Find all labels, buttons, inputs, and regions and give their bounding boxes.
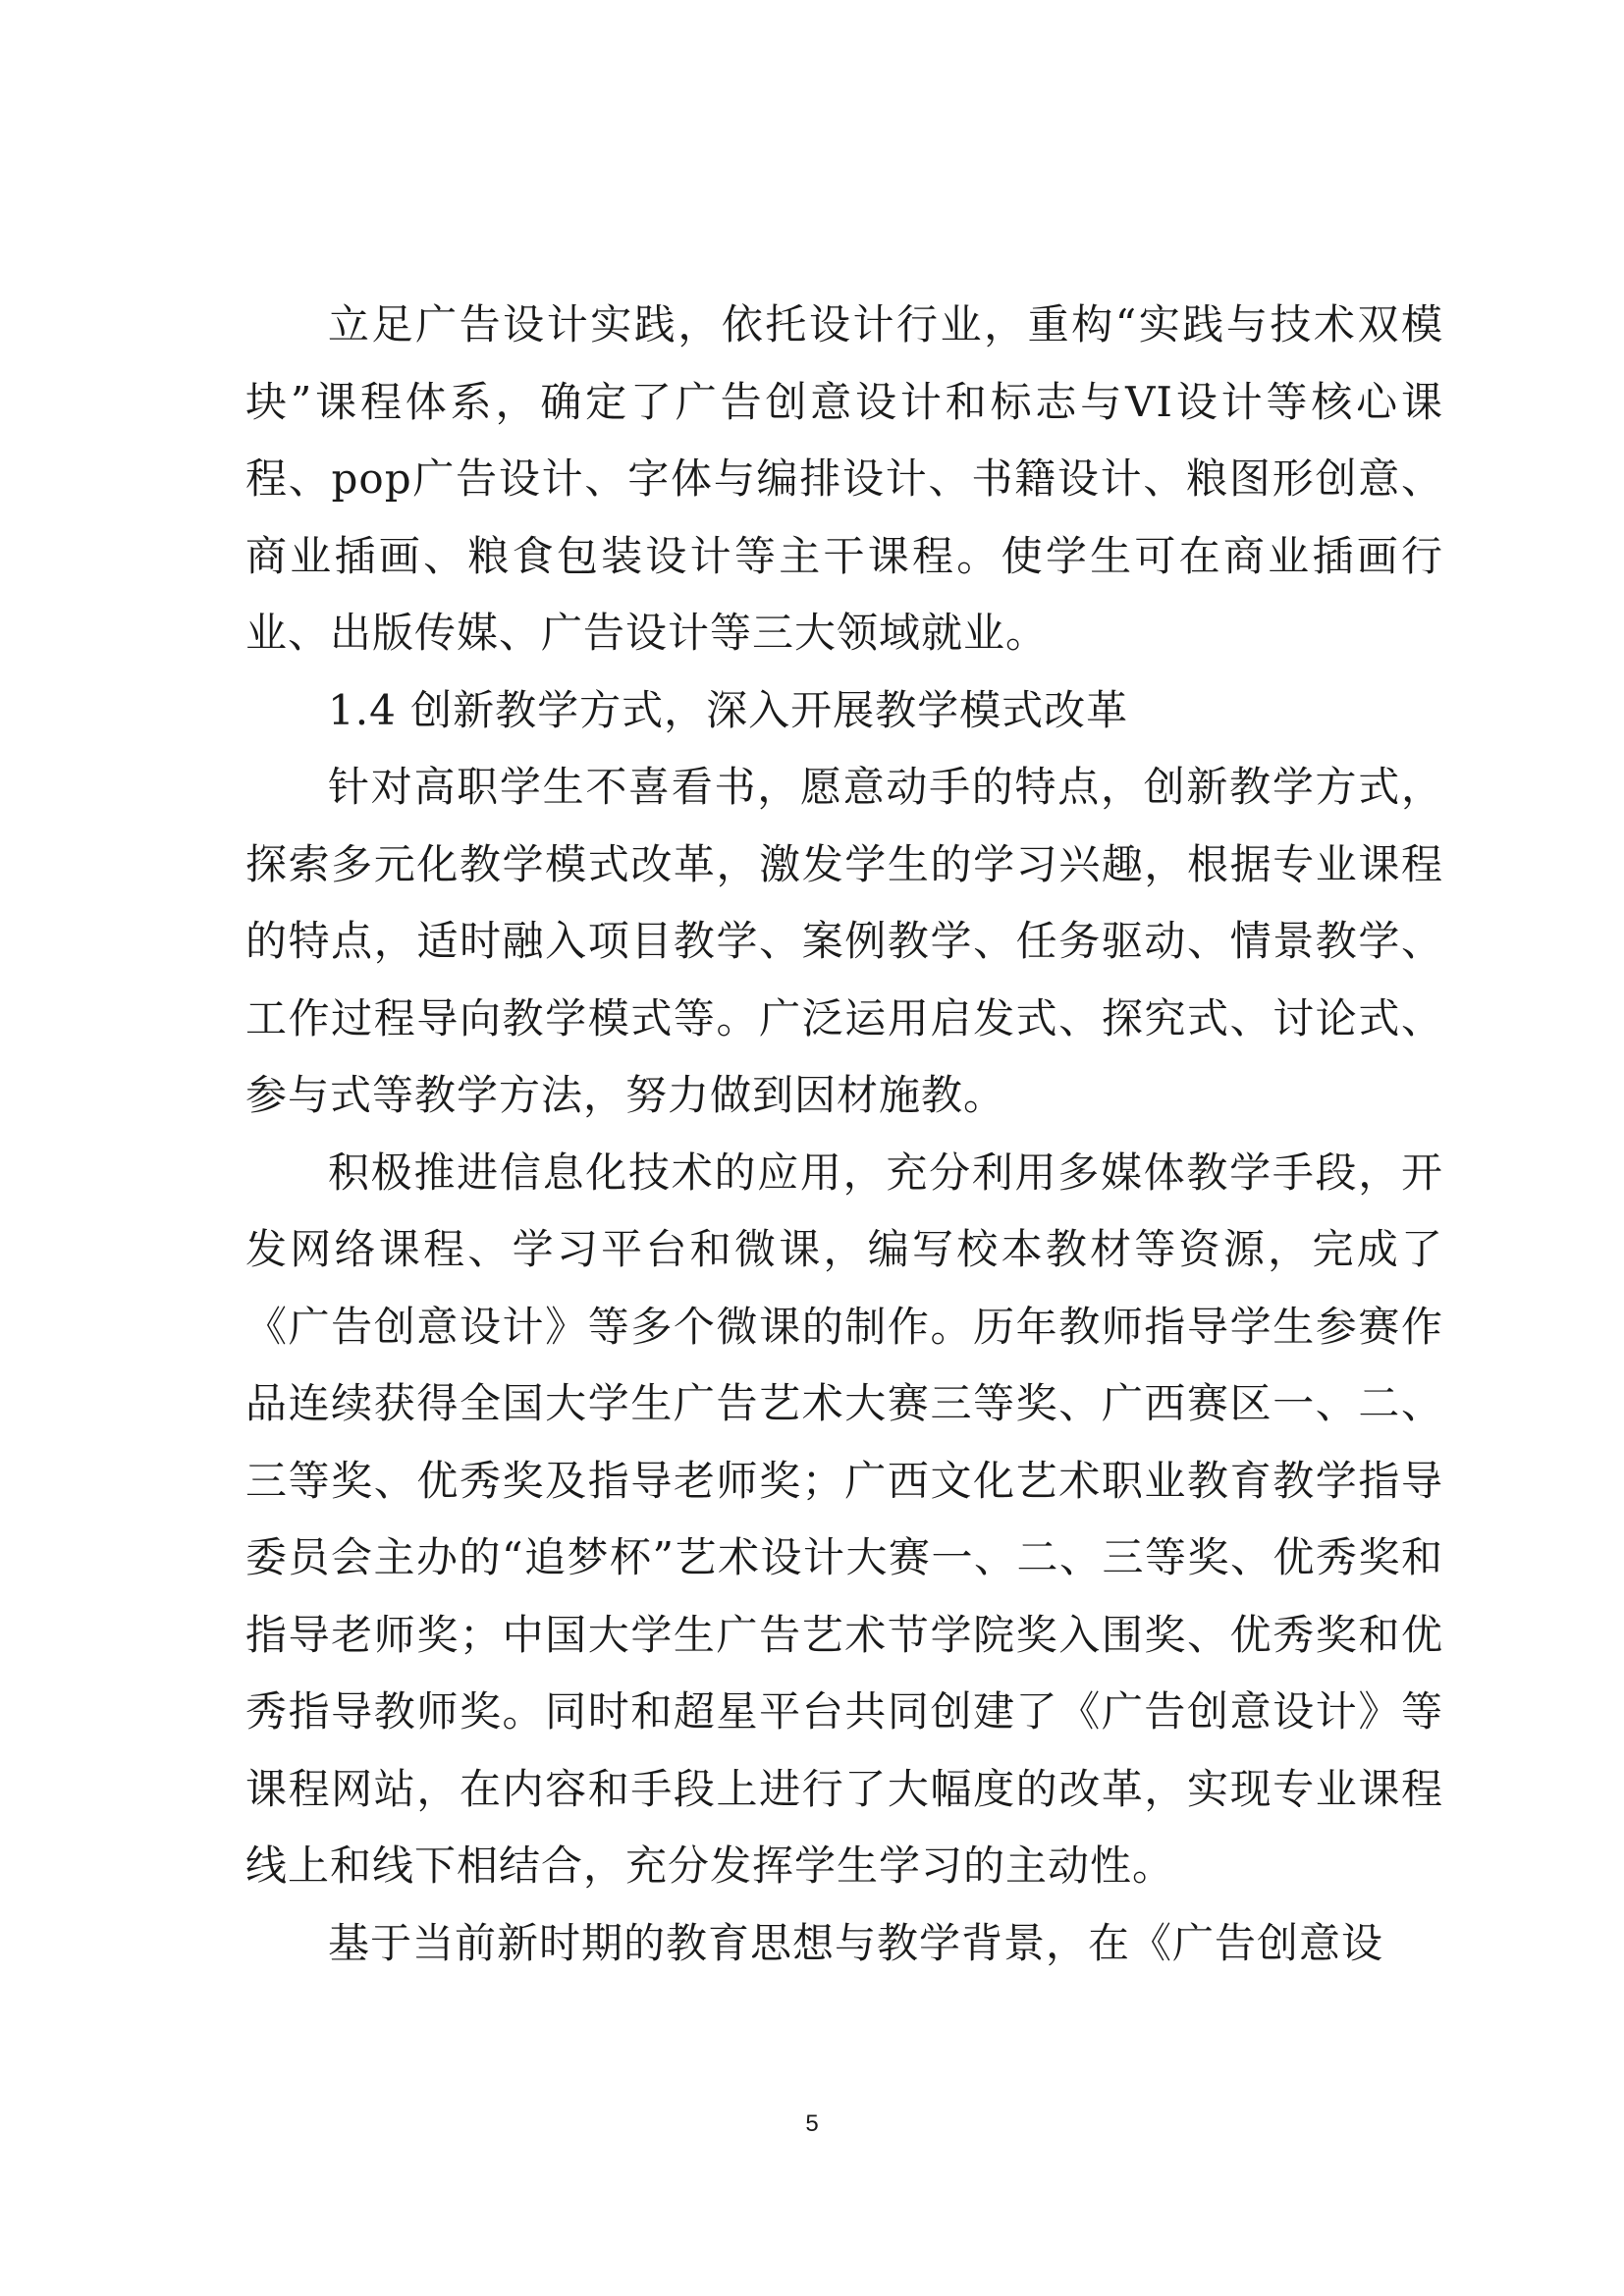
- page-number: 5: [805, 2110, 819, 2137]
- paragraph-information-technology: 积极推进信息化技术的应用，充分利用多媒体教学手段，开发网络课程、学习平台和微课，编写校本教材等资源，完成了《广告创意设计》等多个微课的制作。历年教师指导学生参赛作品连续获得全国大学生广告艺术大赛三等奖、广西赛区一、二、三等奖、优秀奖及指导老师奖；广西文化艺术职业教育教学指导委员会主办的“追梦杯”艺术设计大赛一、二、三等奖、优秀奖和指导老师奖；中国大学生广告艺术节学院奖入围奖、优秀奖和优秀指导教师奖。同时和超星平台共同创建了《广告创意设计》等课程网站，在内容和手段上进行了大幅度的改革，实现专业课程线上和线下相结合，充分发挥学生学习的主动性。: [245, 1148, 1443, 1890]
- paragraph-course-system: 立足广告设计实践，依托设计行业，重构“实践与技术双模块”课程体系，确定了广告创意设计和标志与VI设计等核心课程、pop广告设计、字体与编排设计、书籍设计、粮图形创意、商业插画、粮食包装设计等主干课程。使学生可在商业插画行业、出版传媒、广告设计等三大领域就业。: [245, 300, 1443, 657]
- paragraph-teaching-methods: 针对高职学生不喜看书，愿意动手的特点，创新教学方式，探索多元化教学模式改革，激发学生的学习兴趣，根据专业课程的特点，适时融入项目教学、案例教学、任务驱动、情景教学、工作过程导向教学模式等。广泛运用启发式、探究式、讨论式、参与式等教学方法，努力做到因材施教。: [245, 763, 1443, 1119]
- document-body: [245, 287, 1443, 1982]
- paragraph-education-background: 基于当前新时期的教育思想与教学背景，在《广告创意设: [328, 1918, 1384, 1967]
- section-heading-1-4: 1.4 创新教学方式，深入开展教学模式改革: [328, 685, 1129, 734]
